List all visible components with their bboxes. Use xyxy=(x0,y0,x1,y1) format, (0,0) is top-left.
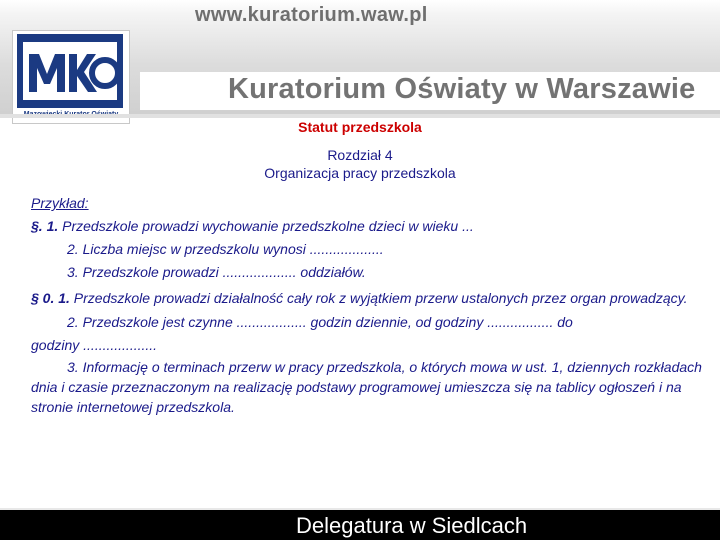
header-divider xyxy=(0,114,720,118)
example-label: Przykład: xyxy=(31,195,89,211)
document-body xyxy=(31,192,703,417)
footer-text: Delegatura w Siedlcach xyxy=(296,513,528,538)
paragraph-1-item-2: 2. Liczba miejsc w przedszkolu wynosi ................... xyxy=(67,241,384,257)
paragraph-2-item-3: 3. Informację o terminach przerw w pracy przedszkola, o których mowa w ust. 1, dziennych rozkładach dnia i czasie przeznaczonym na realizację podstawy programowej umieszcza się na tablicy ogłoszeń i na stronie internetowej przedszkola. xyxy=(31,359,702,415)
paragraph-text: Przedszkole prowadzi działalność cały rok z wyjątkiem przerw ustalonych przez organ prowadzący. xyxy=(69,290,688,306)
mko-logo xyxy=(12,30,130,124)
paragraph-text: Przedszkole prowadzi wychowanie przedszkolne dzieci w wieku ... xyxy=(58,218,474,234)
banner-title: Kuratorium Oświaty w Warszawie xyxy=(228,73,696,105)
paragraph-1 xyxy=(31,215,703,238)
paragraph-1-item-3: 3. Przedszkole prowadzi ................... oddziałów. xyxy=(67,264,366,280)
site-url[interactable]: www.kuratorium.waw.pl xyxy=(195,4,428,26)
footer-accent xyxy=(0,508,720,510)
paragraph-2-item-2: 2. Przedszkole jest czynne .................. godzin dziennie, od godziny ................. do xyxy=(67,314,573,330)
chapter-heading xyxy=(0,146,720,182)
document-title: Statut przedszkola xyxy=(298,119,422,135)
paragraph-2-item-2-cont: godziny ................... xyxy=(31,337,158,353)
paragraph-2 xyxy=(31,288,703,308)
chapter-title: Organizacja pracy przedszkola xyxy=(264,165,456,181)
chapter-number: Rozdział 4 xyxy=(327,147,393,163)
mko-logo-icon xyxy=(17,34,123,108)
paragraph-mark: § 0. 1. xyxy=(31,290,70,306)
paragraph-mark: §. 1. xyxy=(31,218,59,234)
